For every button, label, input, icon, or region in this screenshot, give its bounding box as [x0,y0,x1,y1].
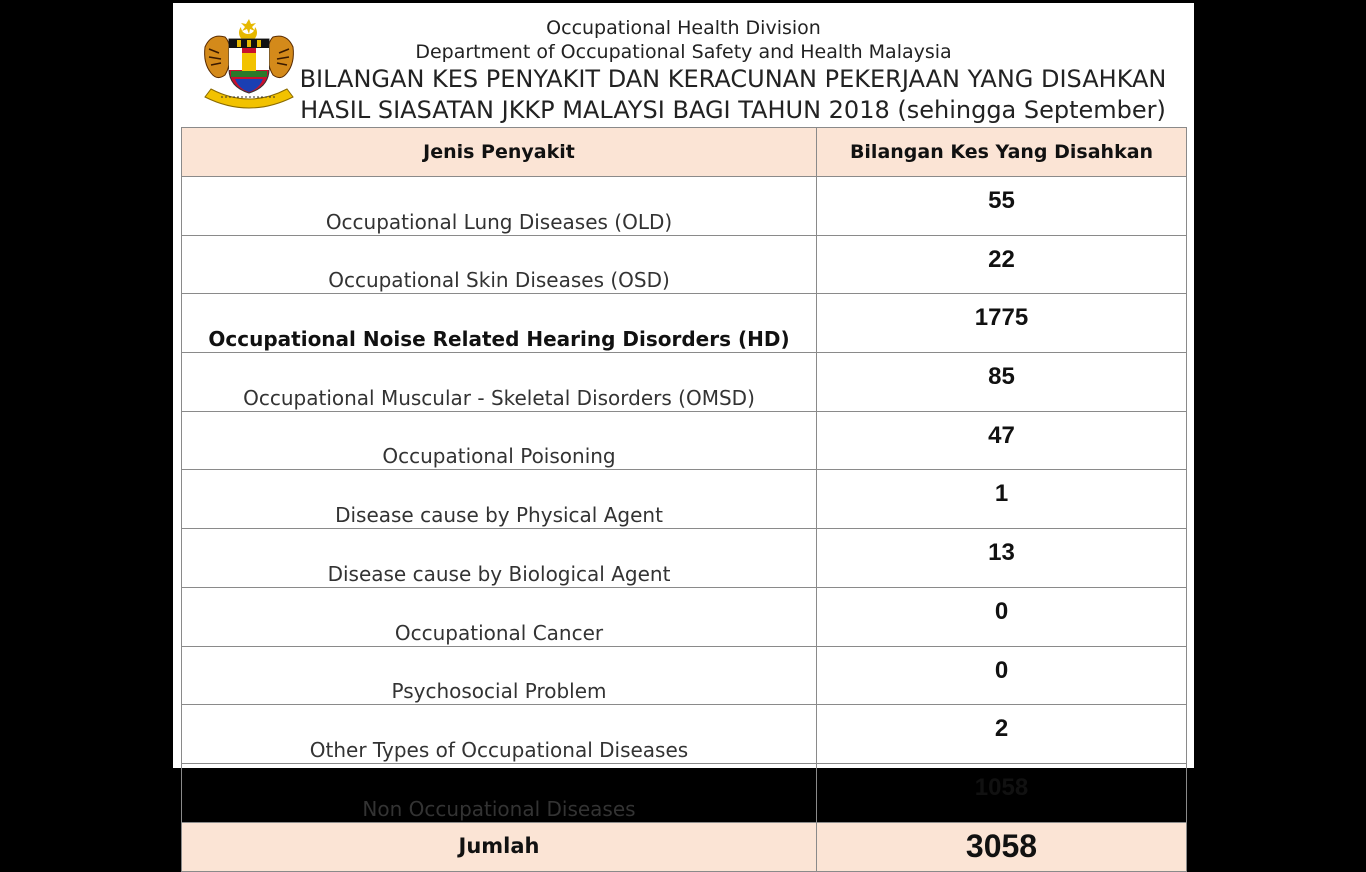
disease-name: Occupational Noise Related Hearing Disorders (HD) [182,294,817,353]
disease-name: Psychosocial Problem [182,646,817,705]
column-header-disease-type: Jenis Penyakit [182,128,817,177]
title-line-2: HASIL SIASATAN JKKP MALAYSI BAGI TAHUN 2018 (sehingga September) [300,96,1166,124]
table-row [182,235,1187,294]
table-row [182,587,1187,646]
table-row [182,646,1187,705]
case-count: 13 [817,529,1187,588]
title-line-1: BILANGAN KES PENYAKIT DAN KERACUNAN PEKERJAAN YANG DISAHKAN [299,65,1167,93]
case-count: 1 [817,470,1187,529]
division-name: Occupational Health Division [546,17,821,39]
table-row [182,763,1187,822]
case-count: 55 [817,177,1187,236]
cases-table [181,127,1187,872]
table-row [182,411,1187,470]
table-row [182,177,1187,236]
disease-name: Non Occupational Diseases [182,763,817,822]
case-count: 0 [817,646,1187,705]
total-row [182,822,1187,871]
table-row [182,705,1187,764]
table-row [182,470,1187,529]
case-count: 22 [817,235,1187,294]
total-label: Jumlah [182,822,817,871]
department-name: Department of Occupational Safety and Health Malaysia [415,41,952,63]
disease-name: Occupational Skin Diseases (OSD) [182,235,817,294]
disease-name: Occupational Cancer [182,587,817,646]
table-header-row [182,128,1187,177]
total-value: 3058 [817,822,1187,871]
case-count: 2 [817,705,1187,764]
column-header-case-count: Bilangan Kes Yang Disahkan [817,128,1187,177]
disease-name: Other Types of Occupational Diseases [182,705,817,764]
table-row [182,353,1187,412]
case-count: 1058 [817,763,1187,822]
table-row [182,294,1187,353]
disease-name: Occupational Lung Diseases (OLD) [182,177,817,236]
slide [173,3,1194,865]
table-row [182,529,1187,588]
disease-name: Occupational Poisoning [182,411,817,470]
disease-name: Disease cause by Biological Agent [182,529,817,588]
case-count: 47 [817,411,1187,470]
disease-name: Disease cause by Physical Agent [182,470,817,529]
case-count: 85 [817,353,1187,412]
disease-name: Occupational Muscular - Skeletal Disorders (OMSD) [182,353,817,412]
case-count: 1775 [817,294,1187,353]
case-count: 0 [817,587,1187,646]
